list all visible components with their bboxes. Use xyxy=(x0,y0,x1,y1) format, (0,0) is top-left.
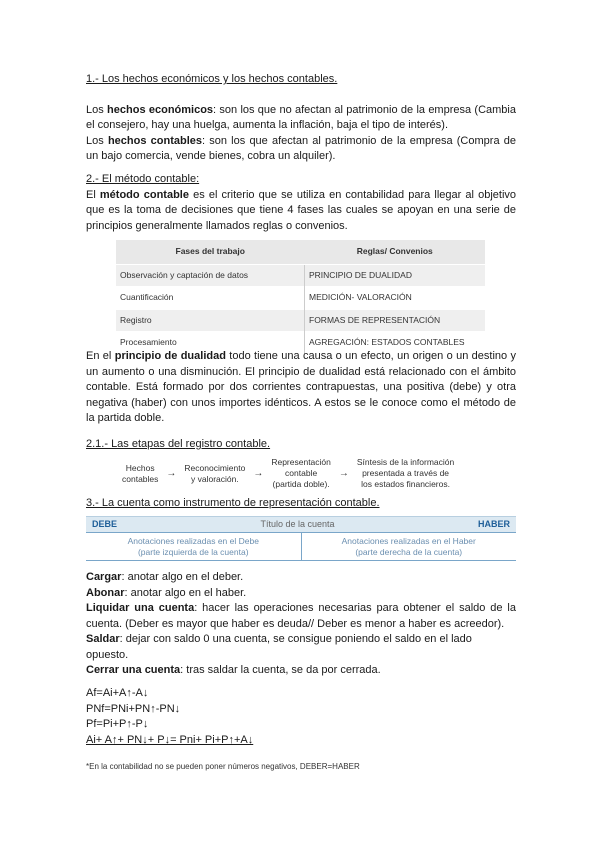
etapas-flow xyxy=(122,457,454,490)
principio-dualidad-paragraph: En el principio de dualidad todo tiene una causa o un efecto, un origen o un destino y un aumento o una disminución. El principio de dualidad está relacionado con el ámbito contable. Está formado por dos corrientes contrapuestas, una positiva (debe) y otra negativa (haber) con unos importes idénticos. A estos se le conoce como el método de la partida doble. xyxy=(86,350,516,424)
table-cell: Registro xyxy=(116,309,305,332)
term-metodo-contable: método contable xyxy=(99,188,189,201)
footnote: *En la contabilidad no se pueden poner números negativos, DEBER=HABER xyxy=(86,762,360,771)
definition-liquidar: Liquidar una cuenta: hacer las operaciones necesarias para obtener el saldo de la cuenta. (Deber es mayor que haber es deuda// Deber es menor a haber es acreedor). xyxy=(86,602,516,630)
section-2 xyxy=(86,172,516,234)
section-1-heading: 1.- Los hechos económicos y los hechos contables. xyxy=(86,73,338,85)
term-hechos-economicos: hechos económicos xyxy=(107,103,214,116)
arrow-right-icon: → xyxy=(338,468,349,479)
table-row xyxy=(116,264,485,287)
section-2-heading: 2.- El método contable: xyxy=(86,173,200,185)
term-hechos-contables: hechos contables xyxy=(107,134,202,147)
debe-column: Anotaciones realizadas en el Debe (parte izquierda de la cuenta) xyxy=(86,533,302,560)
definitions-list xyxy=(86,570,516,679)
flow-step-hechos: Hechos contables xyxy=(122,462,159,484)
table-cell: PRINCIPIO DE DUALIDAD xyxy=(305,264,486,287)
section-1 xyxy=(86,72,516,165)
formula-equilibrio: Ai+ A↑+ PN↓+ P↓= Pni+ Pi+P↑+A↓ xyxy=(86,733,254,746)
formula-pasivo: Pf=Pi+P↑-P↓ xyxy=(86,718,149,730)
arrow-right-icon: → xyxy=(166,468,177,479)
arrow-right-icon: → xyxy=(253,468,264,479)
fases-table xyxy=(116,240,485,354)
section-3-heading: 3.- La cuenta como instrumento de representación contable. xyxy=(86,497,380,509)
flow-step-sintesis: Síntesis de la información presentada a través de los estados financieros. xyxy=(356,457,455,489)
table-cell: Cuantificación xyxy=(116,287,305,310)
formulas xyxy=(86,686,516,748)
table-cell: MEDICIÓN- VALORACIÓN xyxy=(305,287,486,310)
table-cell: AGREGACIÓN: ESTADOS CONTABLES xyxy=(305,332,486,354)
cuenta-t-diagram xyxy=(86,516,516,561)
cuenta-title: Título de la cuenta xyxy=(260,518,335,529)
cuenta-header-bar xyxy=(86,516,516,533)
table-header-fases: Fases del trabajo xyxy=(116,240,305,264)
hechos-contables-paragraph: Los hechos contables: son los que afectan al patrimonio de la empresa (Compra de un bajo comercia, vende bienes, cobra un alquiler). xyxy=(86,134,516,162)
definition-cerrar: Cerrar una cuenta: tras saldar la cuenta, se da por cerrada. xyxy=(86,664,381,676)
definition-saldar: Saldar: dejar con saldo 0 una cuenta, se consigue poniendo el saldo en el lado opuesto. xyxy=(86,633,472,661)
term-principio-dualidad: principio de dualidad xyxy=(114,350,226,362)
table-header-reglas: Reglas/ Convenios xyxy=(305,240,486,264)
debe-label: DEBE xyxy=(92,518,118,529)
hechos-economicos-paragraph: Los hechos económicos: son los que no afectan al patrimonio de la empresa (Cambia el consejero, hay una huelga, aumenta la inflación, baja el tipo de interés). xyxy=(86,103,516,131)
haber-column: Anotaciones realizadas en el Haber (parte derecha de la cuenta) xyxy=(341,536,476,557)
haber-label: HABER xyxy=(477,518,510,529)
cuenta-columns xyxy=(86,533,516,561)
formula-activo: Af=Ai+A↑-A↓ xyxy=(86,687,149,699)
flow-step-representacion: Representación contable (partida doble). xyxy=(271,457,331,489)
table-row xyxy=(116,287,485,310)
table-cell: Observación y captación de datos xyxy=(116,264,305,287)
formula-patrimonio-neto: PNf=PNi+PN↑-PN↓ xyxy=(86,702,181,715)
metodo-contable-paragraph: El método contable es el criterio que se utiliza en contabilidad para llegar al objetivo que es la toma de decisiones que tiene 4 fases las cuales se apoyan en una serie de principios generalmente llamados reglas o convenios. xyxy=(86,188,517,232)
definition-abonar: Abonar: anotar algo en el haber. xyxy=(86,586,247,599)
table-cell: FORMAS DE REPRESENTACIÓN xyxy=(305,309,486,332)
table-cell: Procesamiento xyxy=(116,332,305,354)
table-row xyxy=(116,309,485,332)
flow-step-reconocimiento: Reconocimiento y valoración. xyxy=(184,462,246,484)
section-2-1-heading: 2.1.- Las etapas del registro contable. xyxy=(86,438,271,450)
definition-cargar: Cargar: anotar algo en el deber. xyxy=(86,571,244,583)
